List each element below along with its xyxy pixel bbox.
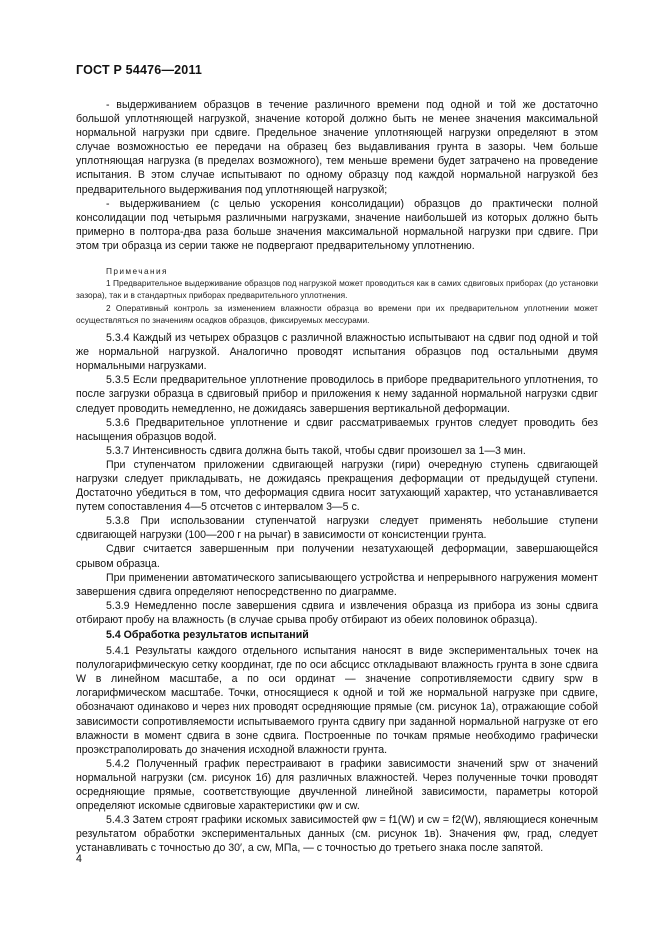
notes-title: Примечания [106, 266, 168, 277]
document-body [76, 98, 598, 856]
page-number: 4 [76, 853, 82, 865]
clause-5-3-5: 5.3.5 Если предварительное уплотнение проводилось в приборе предварительного уплотнения, то после загрузки образца в сдвиговый прибор и приложения к нему заданной нормальной нагрузки сдвиг следует проводить немедленно, не дожидаясь завершения вертикальной деформации. [76, 374, 598, 415]
clause-5-3-9: 5.3.9 Немедленно после завершения сдвига и извлечения образца из прибора из зоны сдвига отбирают пробу на влажность (в случае срыва пробу отбирают из обеих половинок образца). [76, 599, 598, 626]
notes-block [76, 265, 598, 326]
clause-5-3-4: 5.3.4 Каждый из четырех образцов с различной влажностью испытывают на сдвиг под одной и той же нормальной нагрузкой. Аналогично проводят испытания образцов под остальными двумя нормальными нагрузками. [76, 332, 598, 373]
clause-5-4-3: 5.4.3 Затем строят графики искомых зависимостей φw = f1(W) и cw = f2(W), являющиеся конечным результатом обработки экспериментальных данных (см. рисунок 1в). Значения φw, град, следует устанавливать с точностью до 30′, а cw, МПа, — с точностью до третьего знака после запятой. [76, 814, 598, 855]
clause-5-3-8: 5.3.8 При использовании ступенчатой нагрузки следует применять небольшие ступени сдвигающей нагрузки (100—200 г на рычаг) в зависимости от консистенции грунта. [76, 515, 598, 542]
clause-5-3-7-continued: При ступенчатом приложении сдвигающей нагрузки (гири) очередную ступень сдвигающей нагрузки следует прикладывать, не дожидаясь прекращения деформации от предыдущей ступени. Достаточно убедиться в том, что деформация сдвига носит затухающий характер, что устанавливается путем сопоставления 4—5 отсчетов с интервалом 3—5 с. [76, 458, 598, 514]
clause-5-4-1: 5.4.1 Результаты каждого отдельного испытания наносят в виде экспериментальных точек на полулогарифмическую сетку координат, где по оси абсцисс откладывают влажность грунта в зоне сдвига W в линейном масштабе, а по оси ординат — значение сопротивляемости сдвигу spw в логарифмическом масштабе. Точки, относящиеся к одной и той же нормальной нагрузке при сдвиге, обозначают одинаково и через них проводят осредняющие прямые (см. рисунок 1а), отражающие собой зависимости сопротивляемости испытываемого грунта сдвигу при заданной нормальной нагрузке от его влажности в момент сдвига в зоне сдвига. Построенные по точкам прямые необходимо графически проэкстраполировать до значения исходной влажности грунта. [76, 645, 598, 756]
section-heading-5-4: 5.4 Обработка результатов испытаний [106, 629, 309, 642]
paragraph-bullet-1: - выдерживанием образцов в течение различного времени под одной и той же достаточно большой уплотняющей нагрузкой, значение которой должно быть не менее значения максимальной нормальной нагрузки при сдвиге. Предельное значение уплотняющей нагрузки определяют в этом случае возможностью ее передачи на образец без выдавливания грунта в зазоры. Чем больше уплотняющая нагрузка (в пределах возможного), тем меньше времени будет затрачено на проведение испытания. В этом случае испытывают по одному образцу под каждой нормальной нагрузкой без предварительного выдерживания под уплотняющей нагрузкой; [76, 99, 598, 196]
clause-5-3-7: 5.3.7 Интенсивность сдвига должна быть такой, чтобы сдвиг произошел за 1—3 мин. [106, 444, 526, 457]
note-1: 1 Предварительное выдерживание образцов под нагрузкой может проводиться как в самих сдвиговых приборах (до установки зазора), так и в стандартных приборах предварительного уплотнения. [76, 278, 598, 301]
clause-5-3-6: 5.3.6 Предварительное уплотнение и сдвиг рассматриваемых грунтов следует проводить без насыщения образцов водой. [76, 416, 598, 443]
paragraph-bullet-2: - выдерживанием (с целью ускорения консолидации) образцов до практически полной консолидации под четырьмя различными нагрузками, значение наибольшей из которых должно быть примерно в полтора-два раза больше значения максимальной нормальной нагрузки при сдвиге. При этом три образца из серии также не подвергают предварительному уплотнению. [76, 197, 598, 252]
note-2: 2 Оперативный контроль за изменением влажности образца во времени при их предварительном уплотнении может осуществляться по значениям осадков образцов, фиксируемых мессурами. [76, 302, 598, 325]
clause-5-4-2: 5.4.2 Полученный график перестраивают в графики зависимости значений spw от значений нормальной нагрузки (см. рисунок 1б) для различных влажностей. Через полученные точки проводят осредняющие прямые, соответствующие двучленной линейной зависимости, параметры которой определяют искомые сдвиговые характеристики φw и cw. [76, 757, 598, 813]
page-header-standard-title: ГОСТ Р 54476—2011 [76, 63, 203, 77]
clause-5-3-8-automatic: При применении автоматического записывающего устройства и непрерывного нагружения момент завершения сдвига определяют непосредственно по диаграмме. [76, 571, 598, 598]
clause-5-3-8-continued: Сдвиг считается завершенным при получении незатухающей деформации, завершающейся срывом образца. [76, 543, 598, 570]
